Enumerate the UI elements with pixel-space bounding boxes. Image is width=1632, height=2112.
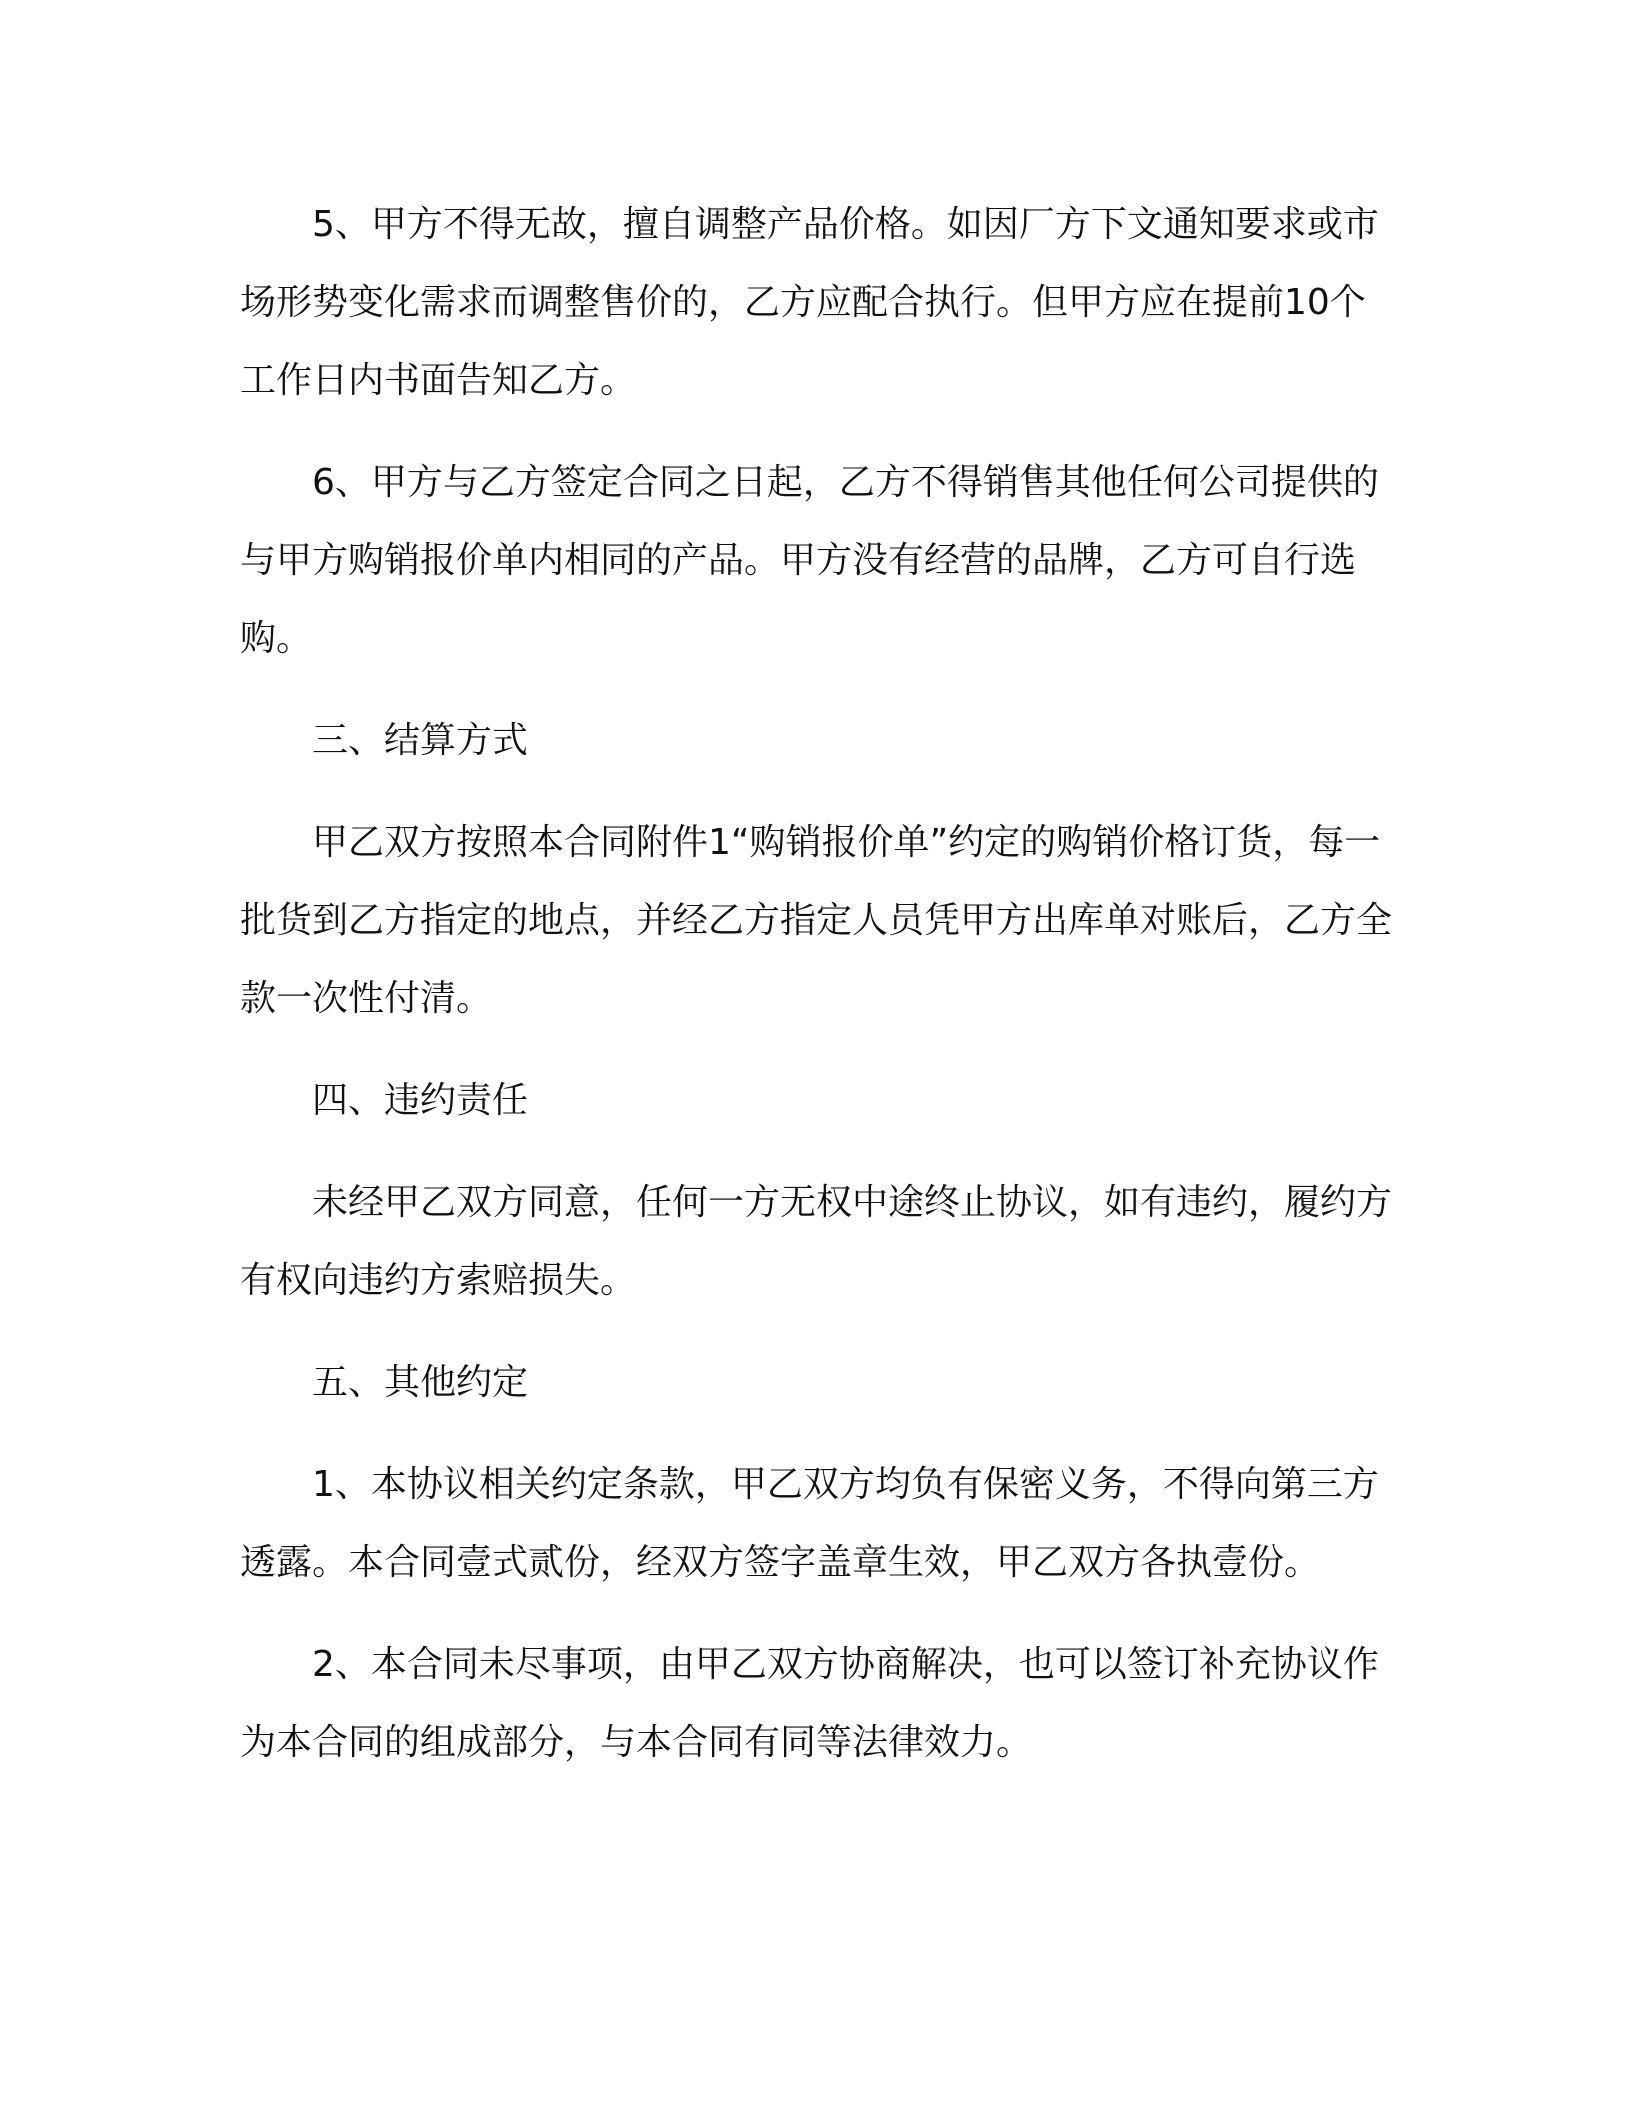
clause-6-paragraph: 6、甲方与乙方签定合同之日起，乙方不得销售其他任何公司提供的与甲方购销报价单内相同的产品。甲方没有经营的品牌，乙方可自行选购。	[240, 462, 1379, 659]
section-3-paragraph: 甲乙双方按照本合同附件1“购销报价单”约定的购销价格订货，每一批货到乙方指定的地点，并经乙方指定人员凭甲方出库单对账后，乙方全款一次性付清。	[240, 822, 1393, 1019]
paragraph-spacer	[240, 1320, 1395, 1344]
paragraph-spacer	[240, 1422, 1395, 1446]
section-5-item-1-paragraph: 1、本协议相关约定条款，甲乙双方均负有保密义务，不得向第三方透露。本合同壹式贰份，经双方签字盖章生效，甲乙双方各执壹份。	[240, 1464, 1379, 1583]
paragraph-spacer	[240, 1140, 1395, 1164]
paragraph-spacer	[240, 1602, 1395, 1626]
section-5-heading: 五、其他约定	[312, 1362, 529, 1403]
section-4-heading: 四、违约责任	[312, 1080, 529, 1121]
paragraph-spacer	[240, 1038, 1395, 1062]
section-3-heading: 三、结算方式	[312, 720, 529, 761]
paragraph-spacer	[240, 420, 1395, 444]
section-4-paragraph: 未经甲乙双方同意，任何一方无权中途终止协议，如有违约，履约方有权向违约方索赔损失。	[240, 1182, 1393, 1301]
clause-5-paragraph: 5、甲方不得无故，擅自调整产品价格。如因厂方下文通知要求或市场形势变化需求而调整售价的，乙方应配合执行。但甲方应在提前10个工作日内书面告知乙方。	[240, 204, 1379, 401]
section-5-item-2-paragraph: 2、本合同未尽事项，由甲乙双方协商解决，也可以签订补充协议作为本合同的组成部分，与本合同有同等法律效力。	[240, 1644, 1379, 1763]
paragraph-spacer	[240, 678, 1395, 702]
paragraph-spacer	[240, 780, 1395, 804]
document-body	[240, 186, 1395, 1782]
